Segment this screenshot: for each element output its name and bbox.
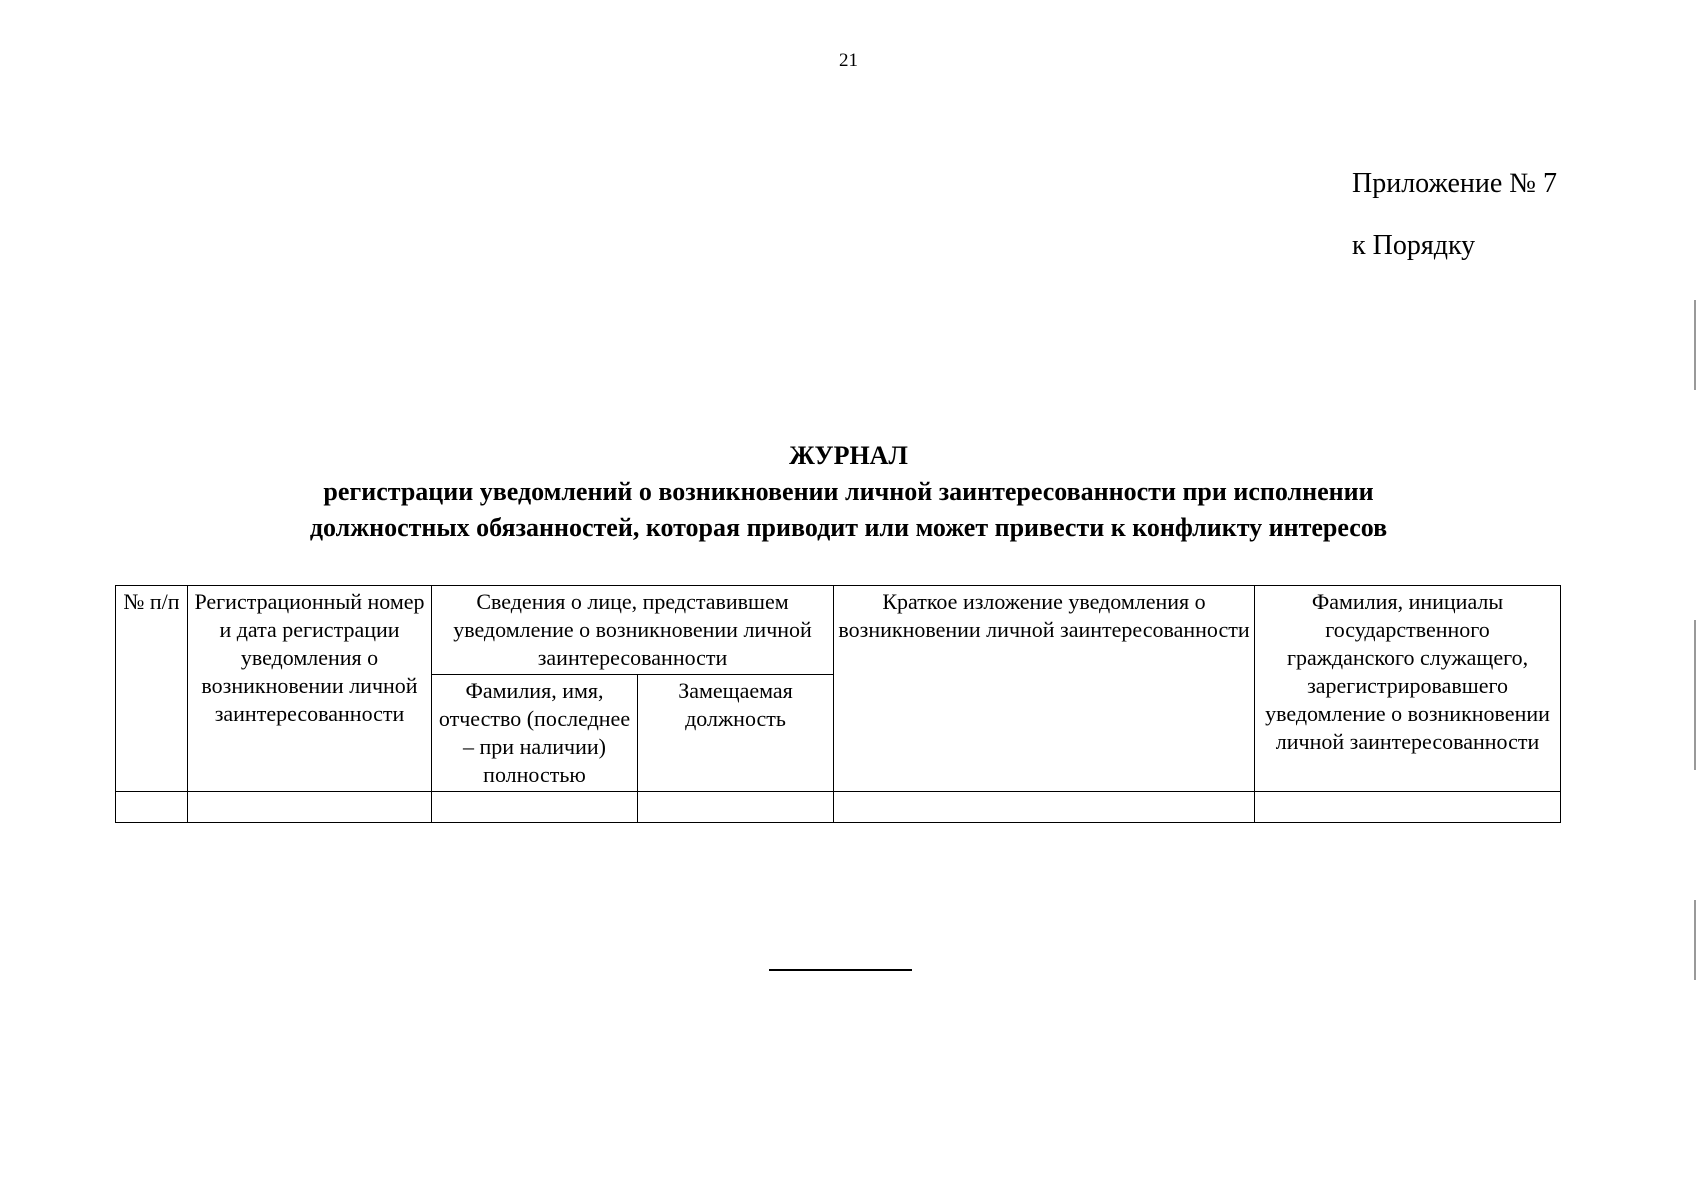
appendix-number: Приложение № 7 [1352, 168, 1557, 199]
table-cell [638, 792, 834, 823]
title-line-1: регистрации уведомлений о возникновении личной заинтересованности при исполнении [323, 477, 1374, 506]
header-person-info: Сведения о лице, представившем уведомление о возникновении личной заинтересованности [432, 586, 834, 675]
header-full-name: Фамилия, имя, отчество (последнее – при наличии) полностью [432, 675, 638, 792]
table-cell [834, 792, 1255, 823]
appendix-reference [1352, 170, 1557, 260]
appendix-order-ref: к Порядку [1352, 230, 1476, 261]
header-registrar: Фамилия, инициалы государственного гражданского служащего, зарегистрировавшего уведомление о возникновении личной заинтересованности [1255, 586, 1561, 792]
table-cell [188, 792, 432, 823]
registration-journal-table [115, 585, 1561, 823]
document-title [0, 438, 1697, 546]
table-cell [1255, 792, 1561, 823]
scan-edge-mark [1694, 900, 1696, 980]
end-divider [769, 969, 912, 971]
title-heading: ЖУРНАЛ [789, 441, 908, 470]
scan-edge-mark [1694, 620, 1696, 770]
header-summary: Краткое изложение уведомления о возникновении личной заинтересованности [834, 586, 1255, 792]
title-line-2: должностных обязанностей, которая приводит или может привести к конфликту интересов [309, 513, 1388, 542]
scan-edge-mark [1694, 300, 1696, 390]
table-cell [432, 792, 638, 823]
header-registration: Регистрационный номер и дата регистрации уведомления о возникновении личной заинтересованности [188, 586, 432, 792]
table-cell [116, 792, 188, 823]
header-position: Замещаемая должность [638, 675, 834, 792]
header-number: № п/п [116, 586, 188, 792]
table-row [116, 792, 1561, 823]
page-number: 21 [839, 50, 858, 71]
